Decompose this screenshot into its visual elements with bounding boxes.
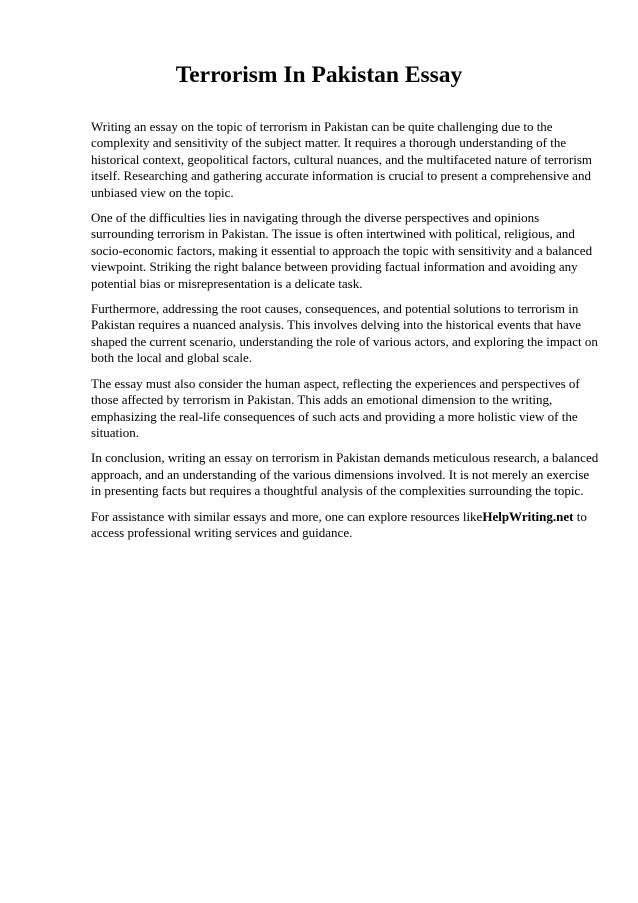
- document-title: Terrorism In Pakistan Essay: [175, 62, 463, 88]
- paragraph-human-aspect: The essay must also consider the human aspect, reflecting the experiences and perspectives of those affected by terrorism in Pakistan. This adds an emotional dimension to the writing, emphasizing the real-life consequences of such acts and providing a more holistic view of the situation.: [91, 375, 580, 440]
- paragraph-conclusion: In conclusion, writing an essay on terrorism in Pakistan demands meticulous research, a balanced approach, and an understanding of the various dimensions involved. It is not merely an exercise in presenting facts but requires a thoughtful analysis of the complexities surrounding the topic.: [91, 450, 599, 499]
- closing-text-after: to access professional writing services and guidance.: [91, 508, 587, 540]
- closing-text-before: For assistance with similar essays and more, one can explore resources like: [91, 508, 483, 524]
- paragraph-intro: Writing an essay on the topic of terrorism in Pakistan can be quite challenging due to the complexity and sensitivity of the subject matter. It requires a thorough understanding of the historical context, geopolitical factors, cultural nuances, and the multifaceted nature of terrorism itself. Researching and gathering accurate information is crucial to present a comprehensive and unbiased view on the topic.: [91, 119, 593, 200]
- paragraph-perspectives: One of the difficulties lies in navigating through the diverse perspectives and opinions surrounding terrorism in Pakistan. The issue is often intertwined with political, religious, and socio-economic factors, making it essential to approach the topic with sensitivity and a balanced viewpoint. Striking the right balance between providing factual information and avoiding any potential bias or misrepresentation is a delicate task.: [91, 210, 593, 291]
- paragraph-root-causes: Furthermore, addressing the root causes, consequences, and potential solutions to terrorism in Pakistan requires a nuanced analysis. This involves delving into the historical events that have shaped the current scenario, understanding the role of various actors, and exploring the impact on both the local and global scale.: [91, 301, 598, 366]
- helpwriting-link[interactable]: HelpWriting.net: [482, 508, 574, 524]
- paragraph-closing: [91, 509, 601, 542]
- document-body: [91, 119, 601, 550]
